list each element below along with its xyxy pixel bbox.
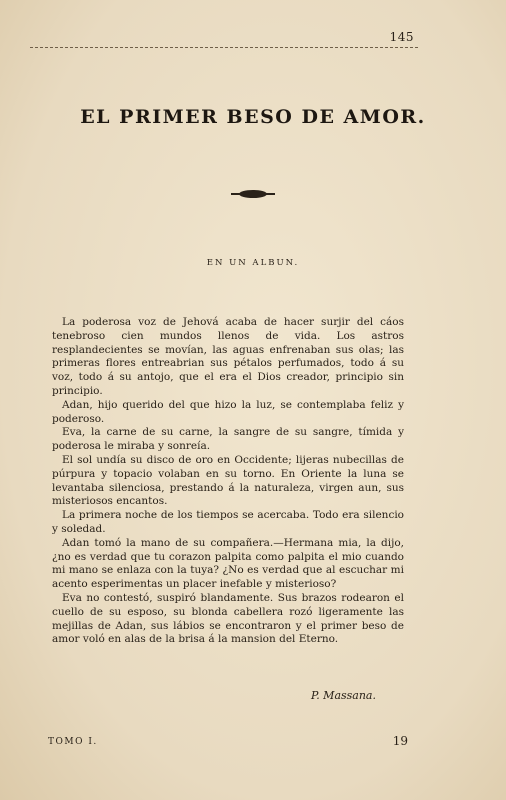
paragraph: Adan tomó la mano de su compañera.—Hermana mia, la dijo, ¿no es verdad que tu corazon palpita como palpita el mio cuando mi mano se enlaza con la tuya? ¿No es verdad que al escuchar mi acento esperimentas un placer inefable y misterioso?: [52, 536, 404, 591]
volume-label: TOMO I.: [48, 737, 98, 747]
body-text: [52, 316, 404, 647]
paragraph: El sol undía su disco de oro en Occidente; lijeras nubecillas de púrpura y topacio volaban en su torno. En Oriente la luna se levantaba silenciosa, prestando á la naturaleza, virgen aun, sus misteriosos encantos.: [52, 453, 404, 508]
paragraph: Eva no contestó, suspiró blandamente. Sus brazos rodearon el cuello de su esposo, su blonda cabellera rozó ligeramente las mejillas de Adan, sus lábios se encontraron y el primer beso de amor voló en alas de la brisa á la mansion del Eterno.: [52, 591, 404, 646]
paragraph: Adan, hijo querido del que hizo la luz, se contemplaba feliz y poderoso.: [52, 398, 404, 425]
header-rule: [30, 47, 418, 48]
paragraph: La poderosa voz de Jehová acaba de hacer surjir del cáos tenebroso cien mundos llenos de vida. Los astros resplandecientes se movían, las aguas enfrenaban sus olas; las primeras flores entreabrian sus pétalos perfumados, todo á su voz, todo á su antojo, que el era el Dios creador, principio sin principio.: [52, 316, 404, 397]
paragraph: Eva, la carne de su carne, la sangre de su sangre, tímida y poderosa le miraba y sonreía.: [52, 426, 404, 453]
ornament-divider: [239, 190, 267, 198]
signature-mark: 19: [392, 734, 408, 748]
chapter-title: EL PRIMER BESO DE AMOR.: [80, 106, 426, 128]
paragraph: La primera noche de los tiempos se acercaba. Todo era silencio y soledad.: [52, 509, 404, 535]
subtitle: EN UN ALBUN.: [206, 258, 300, 268]
author-signature: P. Massana.: [311, 689, 376, 702]
page-number: 145: [389, 30, 414, 44]
